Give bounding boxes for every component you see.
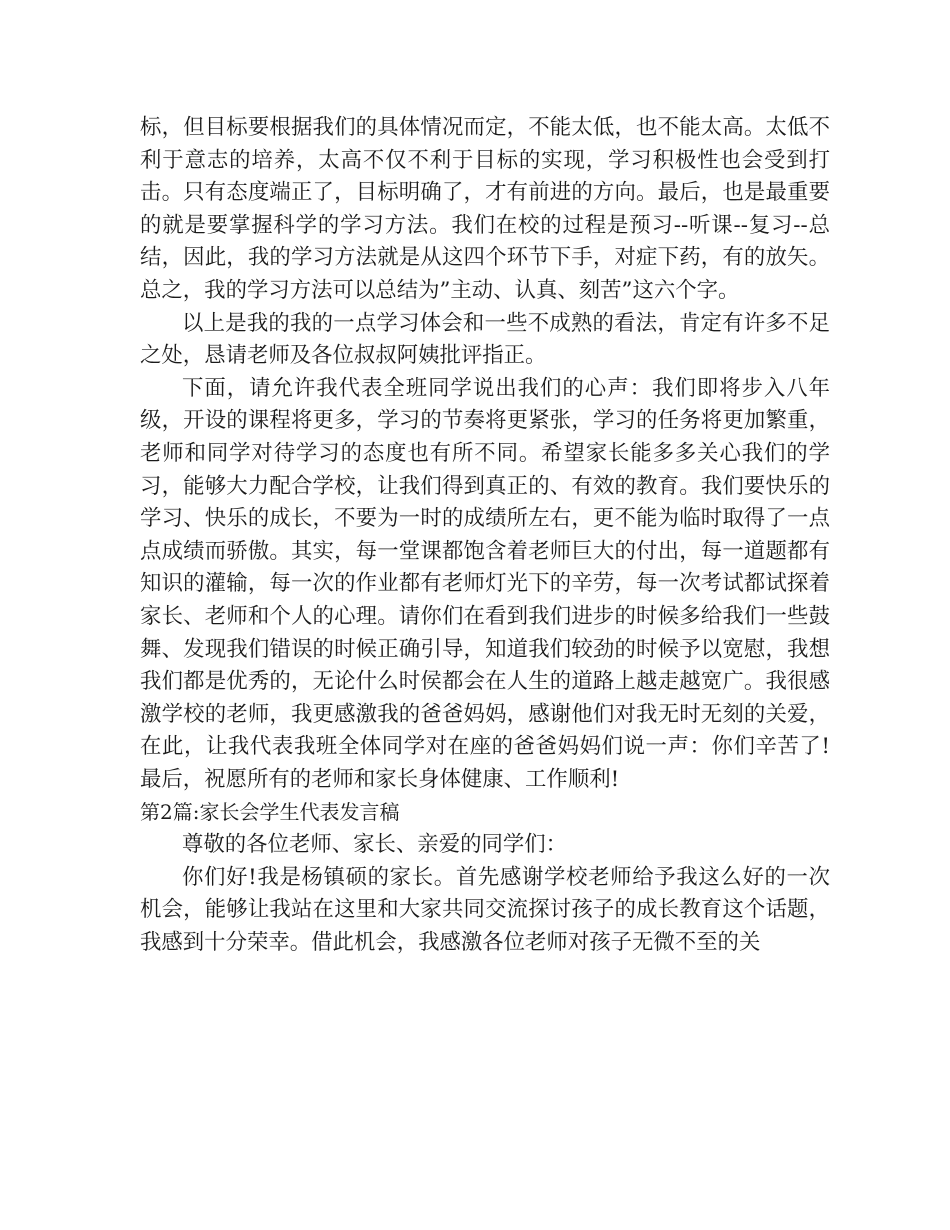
salutation: 尊敬的各位老师、家长、亲爱的同学们： xyxy=(182,832,568,858)
paragraph-3: 下面，请允许我代表全班同学说出我们的心声：我们即将步入八年级，开设的课程将更多，学习的节奏将更紧张，学习的任务将更加繁重，老师和同学对待学习的态度也有所不同。希望家长能多多关心我们的学习，能够大力配合学校，让我们得到真正的、有效的教育。我们要快乐的学习、快乐的成长，不要为一时的成绩所左右，更不能为临时取得了一点点成绩而骄傲。其实，每一堂课都饱含着老师巨大的付出，每一道题都有知识的灌输，每一次的作业都有老师灯光下的辛劳，每一次考试都试探着家长、老师和个人的心理。请你们在看到我们进步的时候多给我们一些鼓舞、发现我们错误的时候正确引导，知道我们较劲的时候予以宽慰，我想我们都是优秀的，无论什么时侯都会在人生的道路上越走越宽广。我很感激学校的老师，我更感激我的爸爸妈妈，感谢他们对我无时无刻的关爱，在此，让我代表我班全体同学对在座的爸爸妈妈们说一声：你们辛苦了!最后，祝愿所有的老师和家长身体健康、工作顺利! xyxy=(140,375,830,792)
paragraph-4: 你们好!我是杨镇硕的家长。首先感谢学校老师给予我这么好的一次机会，能够让我站在这里和大家共同交流探讨孩子的成长教育这个话题，我感到十分荣幸。借此机会，我感激各位老师对孩子无微不至的关 xyxy=(140,864,830,955)
section-heading: 第2篇:家长会学生代表发言稿 xyxy=(140,800,400,825)
document-body xyxy=(140,112,830,959)
paragraph-1: 标，但目标要根据我们的具体情况而定，不能太低，也不能太高。太低不利于意志的培养，太高不仅不利于目标的实现，学习积极性也会受到打击。只有态度端正了，目标明确了，才有前进的方向。最后，也是最重要的就是要掌握科学的学习方法。我们在校的过程是预习--听课--复习--总结，因此，我的学习方法就是从这四个环节下手，对症下药，有的放矢。总之，我的学习方法可以总结为”主动、认真、刻苦”这六个字。 xyxy=(140,115,830,303)
paragraph-2: 以上是我的我的一点学习体会和一些不成熟的看法，肯定有许多不足之处，恳请老师及各位叔叔阿姨批评指正。 xyxy=(140,310,830,369)
